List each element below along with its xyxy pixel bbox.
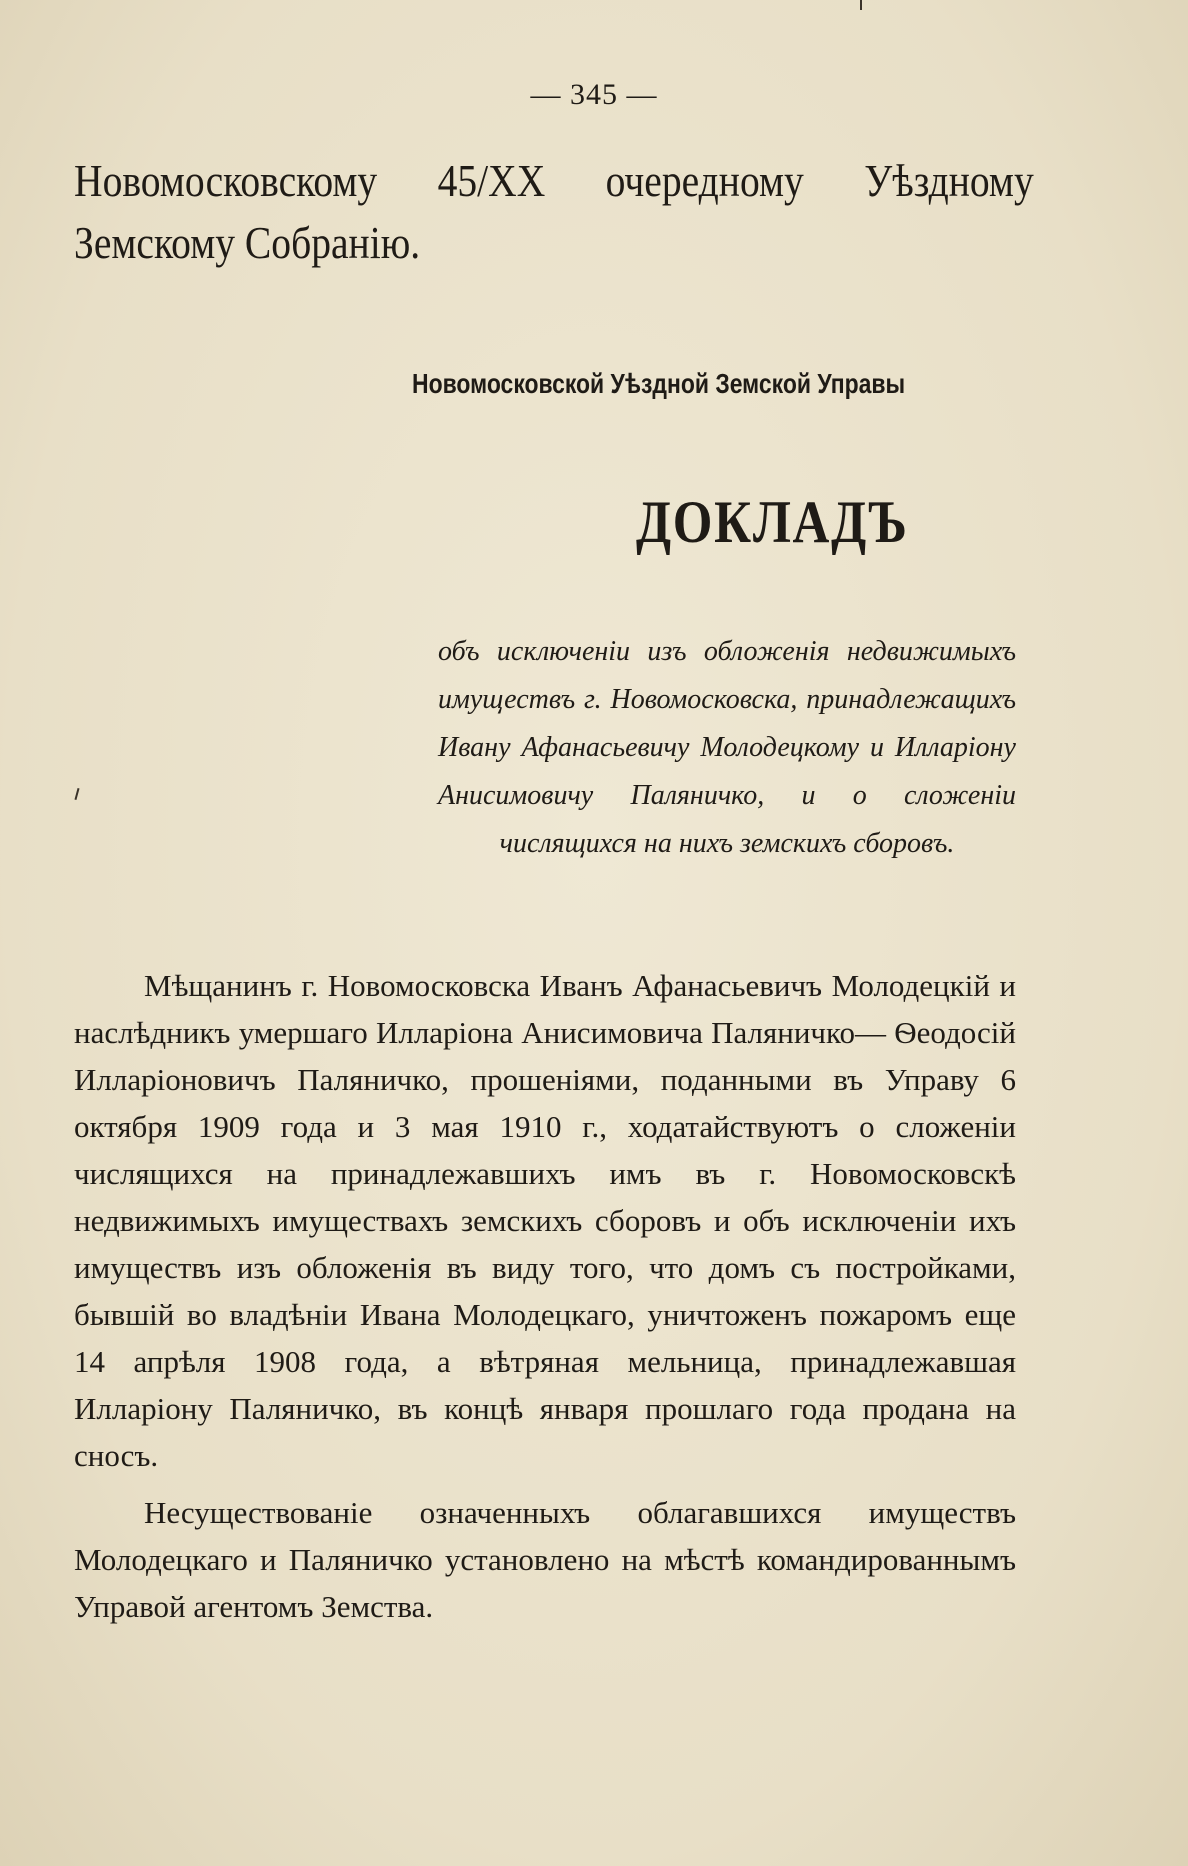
body-paragraph: Мѣщанинъ г. Новомосковска Иванъ Афанасьевичъ Молодецкій и наслѣдникъ умершаго Илларіона Анисимовича Паляничко— Ѳеодосій Илларіоновичъ Паляничко, прошеніями, поданными въ Управу 6 октября 1909 года и 3 мая 1910 г., ходатайствуютъ о сложеніи числящихся на принадлежавшихъ имъ въ г. Новомосковскѣ недвижимыхъ имуществахъ земскихъ сборовъ и объ исключеніи ихъ имуществъ изъ обложенія въ виду того, что домъ съ постройками, бывшій во владѣніи Ивана Молодецкаго, уничтоженъ пожаромъ еще 14 апрѣля 1908 года, а вѣтряная мельница, принадлежавшая Илларіону Паляничко, въ концѣ января прошлаго года продана на сносъ. [74, 968, 1016, 1473]
margin-mark [860, 0, 862, 10]
page-number: — 345 — [530, 78, 658, 111]
report-subject: объ исключеніи изъ обложенія недвижимыхъ имуществъ г. Новомосковска, принадлежащихъ Ивану Афанасьевичу Молодецкому и Илларіону Анисимовичу Паляничко, и о сложеніи числящихся на нихъ земскихъ сборовъ. [438, 636, 1016, 859]
margin-mark [74, 788, 79, 800]
document-title: ДОКЛАДЪ [636, 489, 909, 555]
council-name: Новомосковской Уѣздной Земской Управы [412, 368, 906, 399]
addressee-heading: Новомосковскому 45/XX очередному Уѣздному Земскому Собранію. [74, 155, 1034, 268]
body-text [74, 962, 1016, 1630]
body-paragraph: Несуществованіе означенныхъ облагавшихся имуществъ Молодецкаго и Паляничко установлено на мѣстѣ командированнымъ Управой агентомъ Земства. [74, 1495, 1016, 1624]
